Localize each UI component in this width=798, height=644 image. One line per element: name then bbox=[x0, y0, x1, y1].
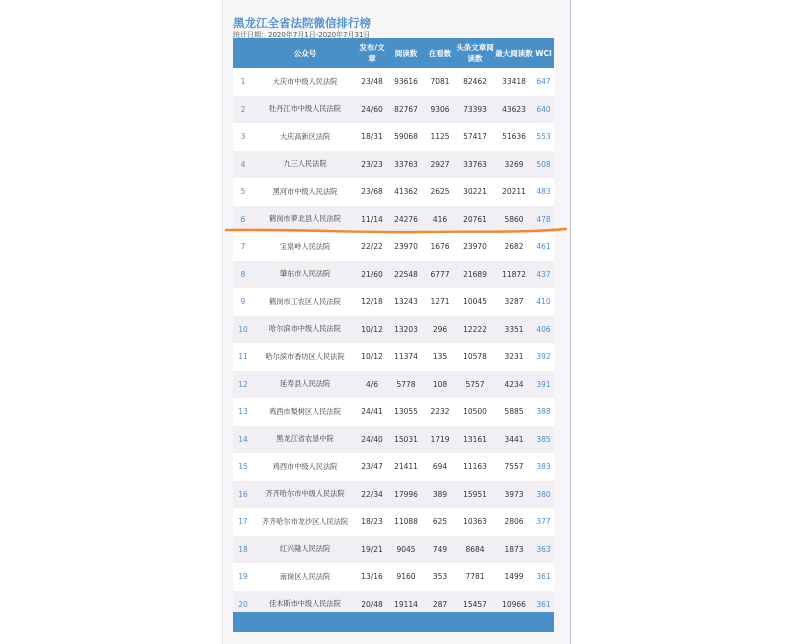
table-row bbox=[233, 481, 554, 509]
cell-max-reads: 51636 bbox=[502, 132, 526, 142]
cell-wci: 437 bbox=[536, 269, 551, 279]
cell-posts: 10/12 bbox=[361, 352, 383, 362]
cell-account: 哈尔滨市中级人民法院 bbox=[269, 324, 341, 334]
cell-rank: 15 bbox=[238, 462, 248, 472]
cell-looks: 1271 bbox=[430, 297, 450, 307]
cell-wci: 461 bbox=[536, 242, 551, 252]
col-header-reads: 阅读数 bbox=[394, 48, 418, 58]
cell-rank: 11 bbox=[238, 352, 248, 362]
cell-posts: 12/18 bbox=[361, 297, 383, 307]
col-header-max-reads: 最大阅读数 bbox=[495, 48, 533, 58]
cell-account: 大庆市中级人民法院 bbox=[272, 76, 338, 86]
cell-headline-reads: 23970 bbox=[463, 242, 487, 252]
cell-reads: 59068 bbox=[394, 132, 418, 142]
page-title: 黑龙江全省法院微信排行榜 bbox=[233, 16, 371, 30]
cell-max-reads: 3973 bbox=[504, 489, 524, 499]
cell-reads: 21411 bbox=[394, 462, 418, 472]
cell-looks: 694 bbox=[432, 462, 448, 472]
cell-rank: 1 bbox=[240, 77, 246, 87]
cell-wci: 483 bbox=[536, 187, 551, 197]
cell-max-reads: 3441 bbox=[504, 434, 524, 444]
cell-wci: 388 bbox=[536, 407, 551, 417]
cell-wci: 478 bbox=[536, 214, 551, 224]
cell-account: 鹤岗市工农区人民法院 bbox=[269, 296, 341, 306]
cell-account: 哈尔滨市香坊区人民法院 bbox=[265, 351, 345, 361]
cell-posts: 24/40 bbox=[361, 434, 383, 444]
cell-rank: 2 bbox=[240, 104, 246, 114]
table-row bbox=[233, 563, 554, 591]
col-header-rank bbox=[233, 38, 253, 68]
cell-wci: 392 bbox=[536, 352, 551, 362]
cell-headline-reads: 5757 bbox=[465, 379, 485, 389]
cell-reads: 24276 bbox=[394, 214, 418, 224]
cell-headline-reads: 11163 bbox=[463, 462, 487, 472]
cell-headline-reads: 10363 bbox=[463, 517, 487, 527]
col-header-posts: 发布/文章 bbox=[359, 43, 385, 63]
cell-looks: 2625 bbox=[430, 187, 450, 197]
cell-wci: 391 bbox=[536, 379, 551, 389]
cell-max-reads: 1873 bbox=[504, 544, 524, 554]
ranking-table bbox=[233, 38, 554, 618]
cell-looks: 2232 bbox=[430, 407, 450, 417]
cell-account: 红兴隆人民法院 bbox=[279, 544, 331, 554]
cell-headline-reads: 7781 bbox=[465, 572, 485, 582]
cell-posts: 24/60 bbox=[361, 104, 383, 114]
cell-rank: 6 bbox=[240, 214, 246, 224]
table-row bbox=[233, 371, 554, 399]
cell-headline-reads: 73393 bbox=[463, 104, 487, 114]
cell-account: 鸡西市中级人民法院 bbox=[272, 461, 338, 471]
cell-wci: 410 bbox=[536, 297, 551, 307]
cell-headline-reads: 20761 bbox=[463, 214, 487, 224]
cell-headline-reads: 15457 bbox=[463, 599, 487, 609]
cell-reads: 33763 bbox=[394, 159, 418, 169]
cell-reads: 23970 bbox=[394, 242, 418, 252]
cell-headline-reads: 57417 bbox=[463, 132, 487, 142]
cell-posts: 13/16 bbox=[361, 572, 383, 582]
cell-rank: 19 bbox=[238, 572, 248, 582]
cell-account: 九三人民法院 bbox=[283, 159, 327, 169]
cell-posts: 11/14 bbox=[361, 214, 383, 224]
table-row bbox=[233, 178, 554, 206]
cell-rank: 5 bbox=[240, 187, 246, 197]
cell-wci: 361 bbox=[536, 572, 551, 582]
cell-looks: 416 bbox=[432, 214, 448, 224]
cell-posts: 10/12 bbox=[361, 324, 383, 334]
cell-wci: 508 bbox=[536, 159, 551, 169]
cell-rank: 18 bbox=[238, 544, 248, 554]
table-row bbox=[233, 316, 554, 344]
col-header-wci: WCI bbox=[535, 48, 552, 58]
cell-looks: 389 bbox=[432, 489, 448, 499]
cell-headline-reads: 82462 bbox=[463, 77, 487, 87]
table-row bbox=[233, 426, 554, 454]
cell-reads: 11088 bbox=[394, 517, 418, 527]
table-header bbox=[233, 38, 554, 68]
cell-posts: 23/48 bbox=[361, 77, 383, 87]
cell-posts: 4/6 bbox=[365, 379, 379, 389]
cell-reads: 15031 bbox=[394, 434, 418, 444]
table-row bbox=[233, 123, 554, 151]
cell-looks: 108 bbox=[432, 379, 448, 389]
cell-max-reads: 2806 bbox=[504, 517, 524, 527]
cell-reads: 9045 bbox=[396, 544, 416, 554]
cell-looks: 7081 bbox=[430, 77, 450, 87]
cell-posts: 22/22 bbox=[361, 242, 383, 252]
col-header-headline-reads: 头条文章阅读数 bbox=[456, 43, 494, 63]
cell-wci: 406 bbox=[536, 324, 551, 334]
cell-rank: 16 bbox=[238, 489, 248, 499]
cell-account: 黑龙江省农垦中院 bbox=[276, 434, 334, 444]
cell-wci: 383 bbox=[536, 462, 551, 472]
cell-wci: 640 bbox=[536, 104, 551, 114]
cell-wci: 361 bbox=[536, 599, 551, 609]
cell-headline-reads: 13161 bbox=[463, 434, 487, 444]
cell-max-reads: 11872 bbox=[502, 269, 526, 279]
cell-account: 南岗区人民法院 bbox=[279, 571, 331, 581]
cell-rank: 4 bbox=[240, 159, 246, 169]
cell-wci: 380 bbox=[536, 489, 551, 499]
cell-account: 佳木斯市中级人民法院 bbox=[269, 599, 341, 609]
table-row bbox=[233, 151, 554, 179]
cell-max-reads: 1499 bbox=[504, 572, 524, 582]
date-range: 统计日期：2020年7月1日-2020年7月31日 bbox=[233, 31, 371, 39]
cell-looks: 1719 bbox=[430, 434, 450, 444]
footer-bar bbox=[233, 612, 554, 632]
cell-wci: 647 bbox=[536, 77, 551, 87]
cell-max-reads: 4234 bbox=[504, 379, 524, 389]
cell-reads: 13243 bbox=[394, 297, 418, 307]
cell-max-reads: 3351 bbox=[504, 324, 524, 334]
cell-max-reads: 5885 bbox=[504, 407, 524, 417]
cell-headline-reads: 8684 bbox=[465, 544, 485, 554]
cell-posts: 23/47 bbox=[361, 462, 383, 472]
cell-max-reads: 20211 bbox=[502, 187, 526, 197]
cell-max-reads: 33418 bbox=[502, 77, 526, 87]
cell-reads: 19114 bbox=[394, 599, 418, 609]
table-row bbox=[233, 508, 554, 536]
cell-reads: 17996 bbox=[394, 489, 418, 499]
cell-reads: 13203 bbox=[394, 324, 418, 334]
col-header-account: 公众号 bbox=[293, 48, 317, 58]
cell-max-reads: 7557 bbox=[504, 462, 524, 472]
table-row bbox=[233, 233, 554, 261]
cell-looks: 749 bbox=[432, 544, 448, 554]
cell-reads: 41362 bbox=[394, 187, 418, 197]
cell-account: 大庆高新区法院 bbox=[279, 131, 331, 141]
table-row bbox=[233, 96, 554, 124]
cell-looks: 2927 bbox=[430, 159, 450, 169]
cell-posts: 24/41 bbox=[361, 407, 383, 417]
cell-headline-reads: 10500 bbox=[463, 407, 487, 417]
cell-reads: 9160 bbox=[396, 572, 416, 582]
cell-looks: 6777 bbox=[430, 269, 450, 279]
table-row bbox=[233, 68, 554, 96]
cell-wci: 377 bbox=[536, 517, 551, 527]
cell-headline-reads: 10045 bbox=[463, 297, 487, 307]
cell-looks: 625 bbox=[432, 517, 448, 527]
cell-wci: 553 bbox=[536, 132, 551, 142]
cell-account: 延寿县人民法院 bbox=[279, 379, 331, 389]
cell-reads: 82767 bbox=[394, 104, 418, 114]
cell-posts: 22/34 bbox=[361, 489, 383, 499]
cell-posts: 20/48 bbox=[361, 599, 383, 609]
cell-rank: 13 bbox=[238, 407, 248, 417]
cell-rank: 12 bbox=[238, 379, 248, 389]
cell-max-reads: 5860 bbox=[504, 214, 524, 224]
cell-account: 齐齐哈尔市龙沙区人民法院 bbox=[261, 516, 349, 526]
cell-rank: 17 bbox=[238, 517, 248, 527]
table-row bbox=[233, 453, 554, 481]
cell-headline-reads: 12222 bbox=[463, 324, 487, 334]
cell-reads: 93616 bbox=[394, 77, 418, 87]
cell-rank: 10 bbox=[238, 324, 248, 334]
table-row bbox=[233, 288, 554, 316]
cell-account: 宝泉岭人民法院 bbox=[279, 241, 331, 251]
cell-rank: 3 bbox=[240, 132, 246, 142]
cell-account: 齐齐哈尔市中级人民法院 bbox=[265, 489, 345, 499]
cell-rank: 14 bbox=[238, 434, 248, 444]
cell-reads: 5778 bbox=[396, 379, 416, 389]
cell-account: 鹤岗市萝北县人民法院 bbox=[269, 214, 341, 224]
table-row bbox=[233, 398, 554, 426]
table-row bbox=[233, 261, 554, 289]
cell-rank: 9 bbox=[240, 297, 246, 307]
cell-rank: 7 bbox=[240, 242, 246, 252]
cell-reads: 11374 bbox=[394, 352, 418, 362]
cell-max-reads: 3269 bbox=[504, 159, 524, 169]
cell-max-reads: 2682 bbox=[504, 242, 524, 252]
cell-reads: 22548 bbox=[394, 269, 418, 279]
cell-posts: 21/60 bbox=[361, 269, 383, 279]
cell-looks: 296 bbox=[432, 324, 448, 334]
cell-max-reads: 3231 bbox=[504, 352, 524, 362]
cell-looks: 1676 bbox=[430, 242, 450, 252]
cell-headline-reads: 10578 bbox=[463, 352, 487, 362]
cell-headline-reads: 21689 bbox=[463, 269, 487, 279]
cell-wci: 363 bbox=[536, 544, 551, 554]
cell-headline-reads: 15951 bbox=[463, 489, 487, 499]
cell-account: 肇东市人民法院 bbox=[279, 269, 331, 279]
cell-account: 鸡西市梨树区人民法院 bbox=[269, 406, 341, 416]
cell-looks: 353 bbox=[432, 572, 448, 582]
table-row bbox=[233, 343, 554, 371]
cell-account: 牡丹江市中级人民法院 bbox=[269, 104, 341, 114]
cell-looks: 135 bbox=[432, 352, 448, 362]
cell-max-reads: 3287 bbox=[504, 297, 524, 307]
cell-headline-reads: 33763 bbox=[463, 159, 487, 169]
cell-rank: 20 bbox=[238, 599, 248, 609]
cell-wci: 385 bbox=[536, 434, 551, 444]
cell-max-reads: 10966 bbox=[502, 599, 526, 609]
cell-posts: 19/21 bbox=[361, 544, 383, 554]
cell-posts: 23/68 bbox=[361, 187, 383, 197]
cell-posts: 23/23 bbox=[361, 159, 383, 169]
cell-posts: 18/31 bbox=[361, 132, 383, 142]
cell-looks: 9306 bbox=[430, 104, 450, 114]
col-header-looks: 在看数 bbox=[428, 48, 452, 58]
cell-posts: 18/23 bbox=[361, 517, 383, 527]
cell-headline-reads: 30221 bbox=[463, 187, 487, 197]
table-row bbox=[233, 536, 554, 564]
cell-max-reads: 43623 bbox=[502, 104, 526, 114]
cell-rank: 8 bbox=[240, 269, 246, 279]
cell-looks: 1125 bbox=[430, 132, 450, 142]
cell-account: 黑河市中级人民法院 bbox=[272, 186, 338, 196]
table-row bbox=[233, 206, 554, 234]
cell-reads: 13055 bbox=[394, 407, 418, 417]
cell-looks: 287 bbox=[432, 599, 448, 609]
